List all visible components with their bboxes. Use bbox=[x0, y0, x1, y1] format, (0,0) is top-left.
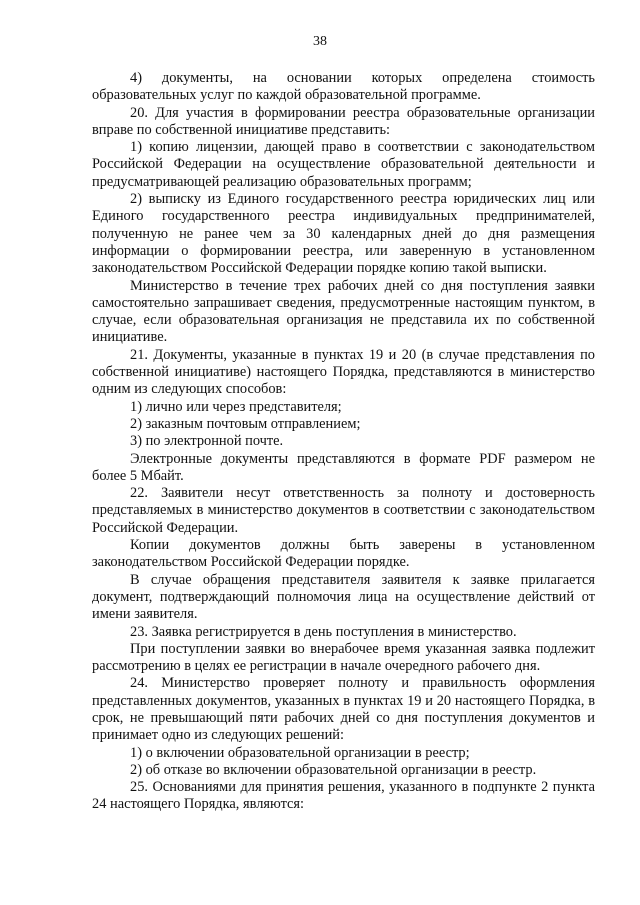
paragraph-23: 23. Заявка регистрируется в день поступления в министерство. bbox=[130, 623, 517, 640]
paragraph-representative: В случае обращения представителя заявителя к заявке прилагается документ, подтверждающий полномочия лица на осуществление действий от имени заявителя. bbox=[92, 571, 595, 623]
paragraph-after-hours: При поступлении заявки во внерабочее время указанная заявка подлежит рассмотрению в целях ее регистрации в начале очередного рабочего дня. bbox=[92, 640, 595, 675]
paragraph-24-item-2: 2) об отказе во включении образовательной организации в реестр. bbox=[130, 761, 537, 778]
paragraph-22: 22. Заявители несут ответственность за полноту и достоверность представляемых в министерство документов в соответствии с законодательством Российской Федерации. bbox=[92, 485, 595, 536]
document-body bbox=[92, 70, 595, 814]
paragraph-item-4-cost-documents: 4) документы, на основании которых определена стоимость образовательных услуг по каждой образовательной программе. bbox=[92, 70, 595, 104]
paragraph-25: 25. Основаниями для принятия решения, указанного в подпункте 2 пункта 24 настоящего Порядка, являются: bbox=[92, 779, 595, 813]
paragraph-24-item-1: 1) о включении образовательной организации в реестр; bbox=[130, 744, 470, 761]
paragraph-copies: Копии документов должны быть заверены в установленном законодательством Российской Федерации порядке. bbox=[92, 537, 595, 571]
page-number: 38 bbox=[313, 34, 327, 49]
paragraph-ministry-request: Министерство в течение трех рабочих дней со дня поступления заявки самостоятельно запрашивает сведения, предусмотренные настоящим пунктом, в случае, если образовательная организация не представила их по собственной инициативе. bbox=[92, 277, 595, 346]
paragraph-20: 20. Для участия в формировании реестра образовательные организации вправе по собственной инициативе представить: bbox=[92, 104, 595, 138]
paragraph-21-item-2: 2) заказным почтовым отправлением; bbox=[130, 415, 361, 432]
paragraph-20-item-2: 2) выписку из Единого государственного реестра юридических лиц или Единого государственного реестра индивидуальных предпринимателей, полученную не ранее чем за 30 календарных дней до дня размещения информации о формировании реестра, или заверенную в установленном законодательством Российской Федерации порядке копию такой выписки. bbox=[92, 191, 595, 277]
paragraph-21-item-3: 3) по электронной почте. bbox=[130, 433, 284, 450]
paragraph-20-item-1: 1) копию лицензии, дающей право в соответствии с законодательством Российской Федерации на осуществление образовательной деятельности и предусматривающей реализацию образовательных программ; bbox=[92, 139, 595, 190]
paragraph-24: 24. Министерство проверяет полноту и правильность оформления представленных документов, указанных в пунктах 19 и 20 настоящего Порядка, в срок, не превышающий пяти рабочих дней со дня поступления документов и принимает одно из следующих решений: bbox=[92, 675, 595, 744]
paragraph-21-item-1: 1) лично или через представителя; bbox=[130, 398, 342, 415]
paragraph-21: 21. Документы, указанные в пунктах 19 и 20 (в случае представления по собственной инициативе) настоящего Порядка, представляются в министерство одним из следующих способов: bbox=[92, 346, 595, 398]
paragraph-electronic-docs: Электронные документы представляются в формате PDF размером не более 5 Мбайт. bbox=[92, 450, 595, 484]
